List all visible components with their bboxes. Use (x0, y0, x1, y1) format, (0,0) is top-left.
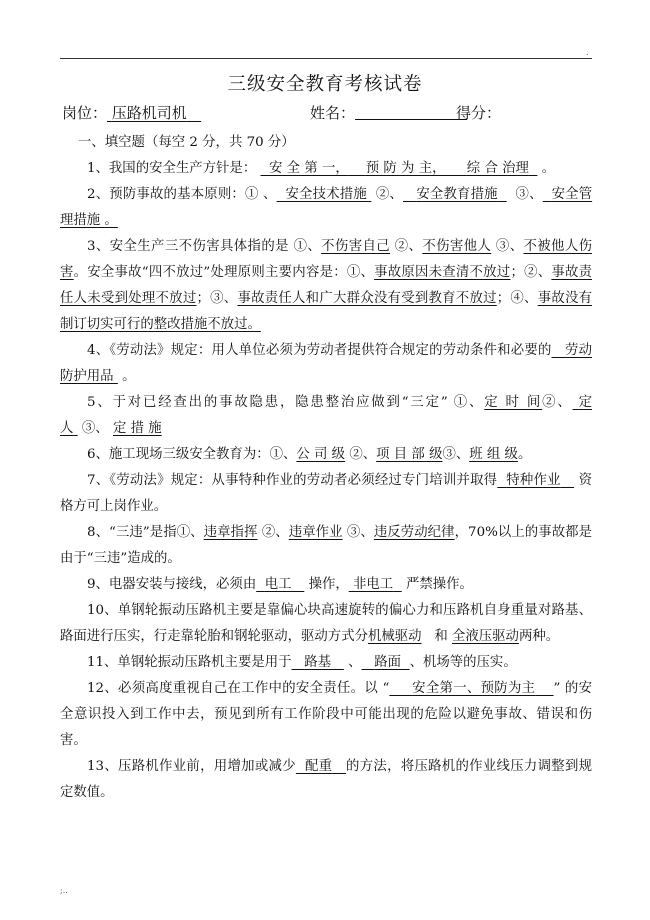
page-title: 三级安全教育考核试卷 (227, 74, 423, 95)
answer-blank: 项 目 部 级 (376, 447, 443, 462)
question-9: 9、电器安装与接线，必须由 电工 操作， 非电工 严禁操作。 (87, 577, 473, 592)
question-3: 3、安全生产三不伤害具体指的是 ①、不伤害自己 ②、不伤害他人 ③、不被他人伤害。安全事故“四不放过”处理原则主要内容是：①、事故原因未查清不放过；②、事故责任人未受到处理不放过；③、事故责任人和广大群众没有受到教育不放过；④、事故没有制订切实可行的整改措施不放过。 (60, 239, 593, 332)
question-12: 12、必须高度重视自己在工作中的安全责任。以 “ 安全第一、预防为主 ” 的安全意识投入到工作中去，预见到所有工作阶段中可能出现的危险以避免事故、错误和伤害。 (60, 681, 592, 748)
question-4: 4、《劳动法》规定：用人单位必须为劳动者提供符合规定的劳动条件和必要的 劳动防护用品 。 (60, 343, 592, 384)
section-heading: 一、填空题（每空 2 分，共 70 分） (78, 135, 295, 150)
question-8: 8、“三违”是指①、违章指挥 ②、违章作业 ③、违反劳动纪律，70%以上的事故都是由于“三违”造成的。 (60, 525, 593, 566)
answer-blank: 安全技术措施 (285, 187, 367, 202)
question-2: 2、预防事故的基本原则：① 、 安全技术措施 ②、 安全教育措施 ③、 安全管理措施 。 (60, 187, 593, 228)
question-5: 5、于对已经查出的事故隐患，隐患整治应做到“三定” ①、定 时 间②、 定 人 ③、 定 措 施 (60, 395, 593, 436)
position-value: 压路机司机 (111, 104, 187, 122)
answer-blank: 班 组 级 (469, 447, 518, 462)
position-label: 岗位： (62, 104, 108, 122)
question-10: 10、单钢轮振动压路机主要是靠偏心块高速旋转的偏心力和压路机自身重量对路基、路面进行压实，行走靠轮胎和钢轮驱动，驱动方式分机械驱动 和 全液压驱动两种。 (60, 603, 592, 644)
answer-blank: 不伤害自己 (321, 239, 391, 254)
answer-blank: 定 人 (60, 395, 593, 436)
answer-blank: 安全管理措施 。 (60, 187, 593, 228)
question-6: 6、施工现场三级安全教育为：①、公 司 级 ②、项 目 部 级③、班 组 级。 (87, 447, 532, 462)
answer-blank: 不伤害他人 (422, 239, 492, 254)
position-field (62, 102, 201, 123)
question-1: 1、我国的安全生产方针是： 安 全 第 一， 预 防 为 主， 综 合 治理 。 (87, 161, 556, 176)
answer-blank: 特种作业 (506, 473, 561, 488)
answer-blank: 配重 (305, 759, 333, 774)
answer-blank: 安 全 第 一， 预 防 为 主， 综 合 治理 (269, 161, 529, 176)
header-rule (60, 58, 592, 59)
answer-blank: 不被他人伤害 (60, 239, 593, 280)
answer-blank: 安全第一、预防为主 (412, 681, 536, 696)
answer-blank: 定 时 间 (484, 395, 543, 410)
answer-blank: 事故责任人和广大群众没有受到教育不放过 (237, 291, 497, 306)
answer-blank: 路面 (374, 655, 402, 670)
answer-blank: 事故原因未查清不放过 (374, 265, 511, 280)
answer-blank: 安全教育措施 (416, 187, 498, 202)
answer-blank: 路基 (304, 655, 332, 670)
answer-blank: 定 措 施 (112, 421, 162, 436)
answer-blank: 电工 (264, 577, 292, 592)
answer-blank: 事故没有制订切实可行的整改措施不放过。 (60, 291, 593, 332)
answer-blank: 事故责任人未受到处理不放过 (60, 265, 593, 306)
question-13: 13、压路机作业前，用增加或减少 配重 的方法，将压路机的作业线压力调整到规定数值。 (60, 759, 593, 800)
name-label: 姓名： (310, 104, 356, 122)
answer-blank: 机械驱动 (367, 629, 422, 644)
score-field (456, 102, 501, 123)
question-11: 11、单钢轮振动压路机主要是用于 路基 、 路面 、机场等的压实。 (87, 655, 517, 670)
score-label: 得分： (456, 104, 502, 122)
question-7: 7、《劳动法》规定：从事特种作业的劳动者必须经过专门培训并取得 特种作业 资格方可上岗作业。 (60, 473, 592, 514)
answer-blank: 全液压驱动 (451, 629, 519, 644)
exam-body (60, 130, 592, 806)
name-blank[interactable] (355, 105, 467, 120)
name-field (310, 102, 467, 123)
corner-mark: . (586, 48, 589, 57)
answer-blank: 非电工 (353, 577, 394, 592)
footer-mark: ;.. (60, 886, 68, 895)
answer-blank: 公 司 级 (296, 447, 346, 462)
answer-blank: 违反劳动纪律 (373, 525, 455, 540)
answer-blank: 违章作业 (288, 525, 343, 540)
answer-blank: 违章指挥 (203, 525, 258, 540)
answer-blank: 劳动防护用品 (60, 343, 592, 384)
